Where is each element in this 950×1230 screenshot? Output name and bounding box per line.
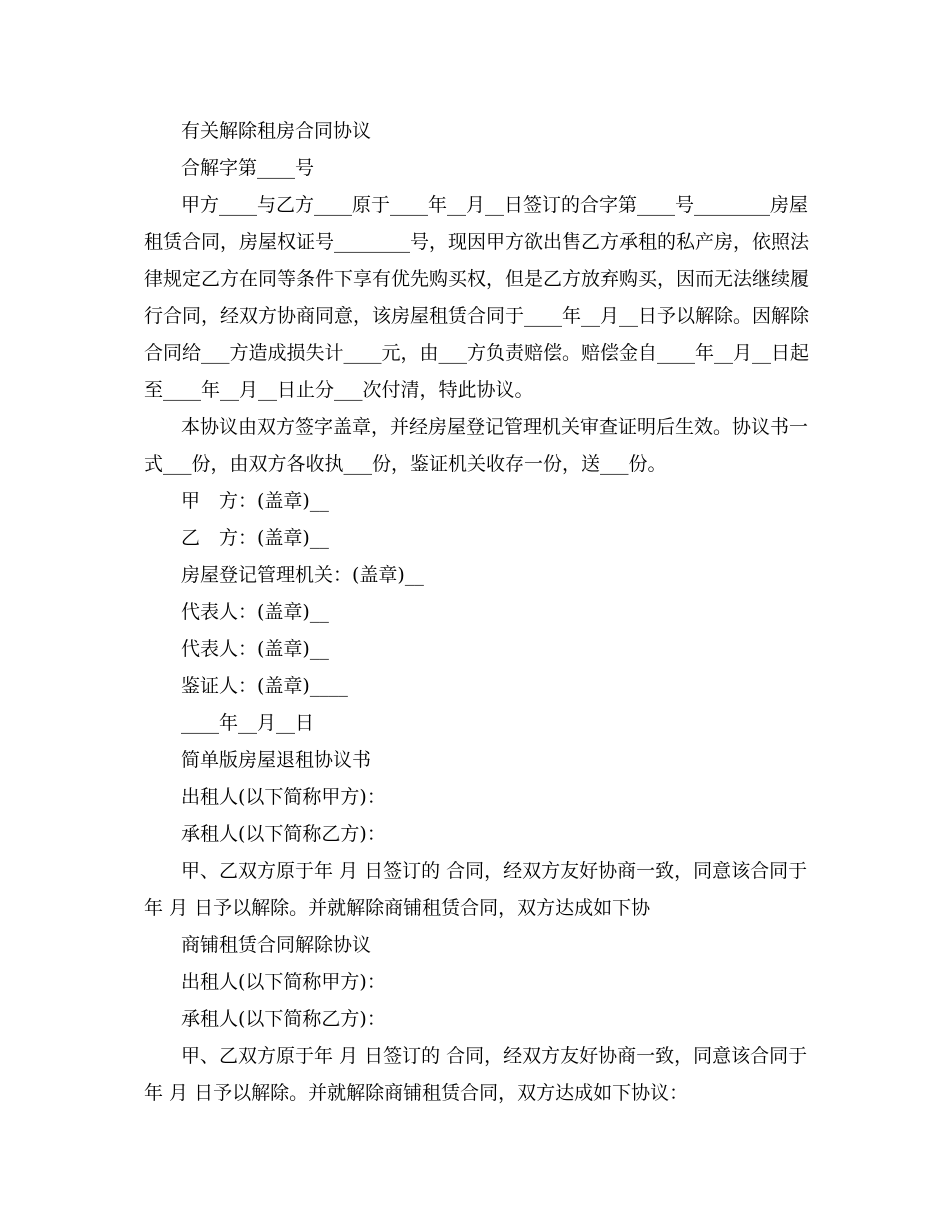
signature-line-party-b: 乙 方：(盖章)__ [181,527,329,549]
paragraph-line: 租赁合同，房屋权证号________号，现因甲方欲出售乙方承租的私产房，依照法 [144,231,810,253]
paragraph-line: 律规定乙方在同等条件下享有优先购买权，但是乙方放弃购买，因而无法继续履 [144,268,810,290]
paragraph-line: 式___份，由双方各收执___份，鉴证机关收存一份，送___份。 [144,453,667,475]
section-title: 简单版房屋退租协议书 [181,749,372,771]
lessee-line: 承租人(以下简称乙方)： [181,823,386,845]
paragraph-line: 甲、乙双方原于年 月 日签订的 合同，经双方友好协商一致，同意该合同于 [181,860,808,882]
contract-number-line: 合解字第____号 [181,157,315,179]
signature-line-representative: 代表人：(盖章)__ [181,638,329,660]
signature-line-party-a: 甲 方：(盖章)__ [181,490,329,512]
paragraph-line: 至____年__月__日止分___次付清，特此协议。 [144,379,534,401]
paragraph-line: 甲方____与乙方____原于____年__月__日签订的合字第____号________房屋 [181,194,809,216]
signature-line-witness: 鉴证人：(盖章)____ [181,675,348,697]
title-line: 有关解除租房合同协议 [181,120,372,142]
signature-line-authority: 房屋登记管理机关：(盖章)__ [181,564,424,586]
lessor-line: 出租人(以下简称甲方)： [181,971,386,993]
lessee-line: 承租人(以下简称乙方)： [181,1008,386,1030]
signature-line-representative: 代表人：(盖章)__ [181,601,329,623]
paragraph-line: 年 月 日予以解除。并就解除商铺租赁合同，双方达成如下协 [144,897,651,919]
paragraph-line: 年 月 日予以解除。并就解除商铺租赁合同，双方达成如下协议： [144,1082,689,1104]
paragraph-line: 甲、乙双方原于年 月 日签订的 合同，经双方友好协商一致，同意该合同于 [181,1045,808,1067]
paragraph-line: 行合同，经双方协商同意，该房屋租赁合同于____年__月__日予以解除。因解除 [144,305,810,327]
lessor-line: 出租人(以下简称甲方)： [181,786,386,808]
date-line: ____年__月__日 [181,712,315,734]
section-title: 商铺租赁合同解除协议 [181,934,372,956]
paragraph-line: 本协议由双方签字盖章，并经房屋登记管理机关审查证明后生效。协议书一 [181,416,809,438]
paragraph-line: 合同给___方造成损失计____元，由___方负责赔偿。赔偿金自____年__月__日起 [144,342,810,364]
